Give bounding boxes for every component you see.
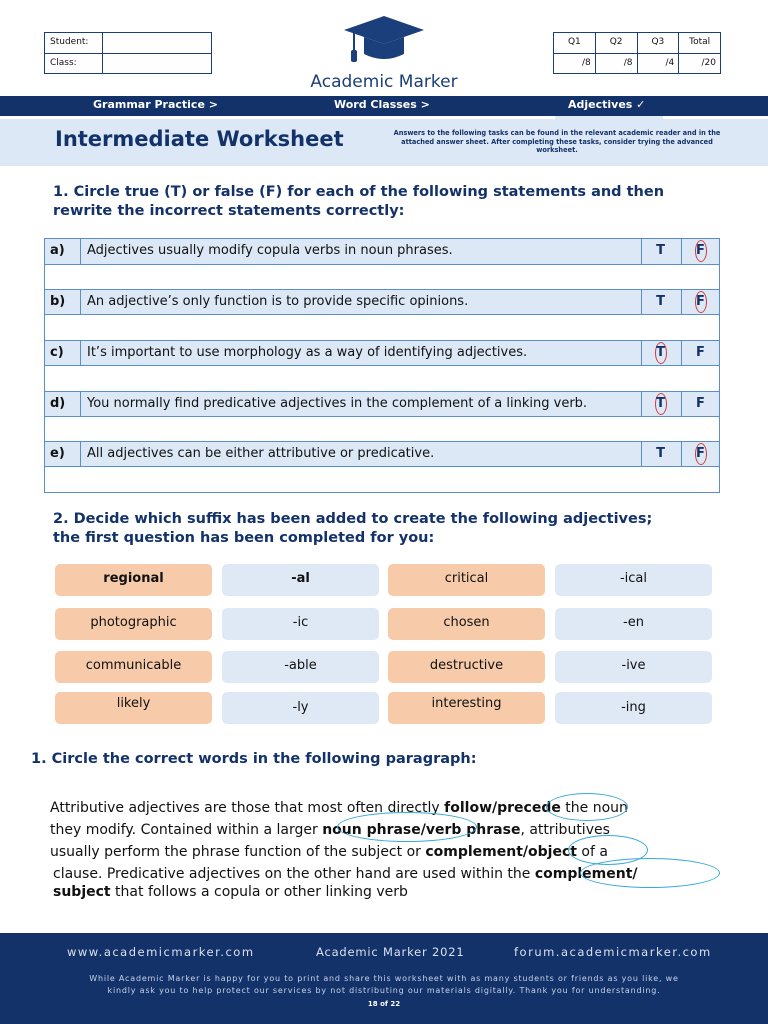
row-letter: a) xyxy=(45,239,81,264)
table-row xyxy=(45,289,719,315)
score-header-q1: Q1 xyxy=(554,33,596,53)
choice-follow-precede[interactable]: follow/precede xyxy=(444,800,561,816)
class-label: Class: xyxy=(45,54,103,73)
q1-heading-line1: 1. Circle true (T) or false (F) for each of the following statements and then xyxy=(53,184,665,200)
suffix-cell[interactable]: -ical xyxy=(555,564,712,596)
score-value-q1: /8 xyxy=(554,54,596,73)
false-option[interactable] xyxy=(681,290,719,314)
word-cell: photographic xyxy=(55,608,212,640)
word-cell: regional xyxy=(55,564,212,596)
class-field[interactable] xyxy=(103,54,211,73)
word-cell: destructive xyxy=(388,651,545,683)
paragraph-line xyxy=(50,841,608,863)
false-option[interactable] xyxy=(681,442,719,466)
title-note: Answers to the following tasks can be found in the relevant academic reader and in the attached answer sheet. After completing these tasks, consider trying the advanced worksheet. xyxy=(393,129,721,155)
score-box xyxy=(553,32,721,74)
suffix-cell[interactable]: -ly xyxy=(222,692,379,724)
word-cell: likely xyxy=(55,692,212,724)
choice-complement-object[interactable]: complement/object xyxy=(425,844,577,860)
choice-subject[interactable]: subject xyxy=(53,884,111,900)
suffix-cell[interactable]: -ic xyxy=(222,608,379,640)
text: clause. Predicative adjectives on the other hand are used within the xyxy=(53,866,535,882)
student-label: Student: xyxy=(45,33,103,53)
true-option[interactable] xyxy=(641,239,679,264)
q3-heading: 1. Circle the correct words in the following paragraph: xyxy=(31,751,477,767)
row-letter: d) xyxy=(45,392,81,416)
table-row xyxy=(45,391,719,417)
answer-circle xyxy=(580,858,720,888)
choice-complement-subject[interactable]: complement/ xyxy=(534,866,638,882)
answer-circle xyxy=(546,793,628,821)
suffix-cell[interactable]: -able xyxy=(222,651,379,683)
true-label: T xyxy=(656,446,665,461)
breadcrumb-adjectives[interactable]: Adjectives ✓ xyxy=(568,98,646,111)
student-info-box xyxy=(44,32,212,74)
suffix-cell[interactable]: -en xyxy=(555,608,712,640)
statement-text: It’s important to use morphology as a way of identifying adjectives. xyxy=(87,345,528,360)
false-option[interactable] xyxy=(681,392,719,416)
true-label-circled: T xyxy=(655,342,667,364)
q2-heading-line1: 2. Decide which suffix has been added to create the following adjectives; xyxy=(53,511,653,527)
footer-note: While Academic Marker is happy for you to print and share this worksheet with as many students or friends as you like, we kindly ask you to help protect our services by not distributing our materials digitally. Thank you for understanding. xyxy=(89,974,679,995)
q1-heading-line2: rewrite the incorrect statements correctly: xyxy=(53,203,405,219)
suffix-cell[interactable]: -ing xyxy=(555,692,712,724)
true-option[interactable] xyxy=(641,442,679,466)
table-row xyxy=(45,340,719,366)
answer-circle xyxy=(337,812,477,842)
breadcrumb xyxy=(0,96,768,116)
row-letter: c) xyxy=(45,341,81,365)
statement-text: All adjectives can be either attributive or predicative. xyxy=(87,446,435,461)
text: they modify. Contained within a larger xyxy=(50,822,323,838)
text: the noun xyxy=(560,800,628,816)
table-row xyxy=(45,441,719,467)
text: Attributive adjectives are those that most often directly xyxy=(50,800,445,816)
row-letter: e) xyxy=(45,442,81,466)
false-option[interactable] xyxy=(681,341,719,365)
breadcrumb-word-classes[interactable]: Word Classes > xyxy=(334,98,430,111)
statement-text: An adjective’s only function is to provide specific opinions. xyxy=(87,294,469,309)
logo-text: Academic Marker xyxy=(310,72,458,92)
statement-text: Adjectives usually modify copula verbs in noun phrases. xyxy=(87,243,453,258)
word-cell: communicable xyxy=(55,651,212,683)
true-option[interactable] xyxy=(641,290,679,314)
word-cell: critical xyxy=(388,564,545,596)
statement-text: You normally find predicative adjectives in the complement of a linking verb. xyxy=(87,396,588,411)
q2-heading-line2: the first question has been completed for you: xyxy=(53,530,435,546)
false-label: F xyxy=(696,345,705,360)
footer xyxy=(0,933,768,1024)
score-value-q3: /4 xyxy=(638,54,680,73)
true-label: T xyxy=(656,243,665,258)
true-option[interactable] xyxy=(641,392,679,416)
true-label-circled: T xyxy=(655,393,667,415)
paragraph-line xyxy=(50,797,628,819)
score-header-total: Total xyxy=(689,37,711,47)
logo xyxy=(298,14,470,92)
text: usually perform the phrase function of the subject or xyxy=(50,844,426,860)
student-field[interactable] xyxy=(103,33,211,53)
q1-heading xyxy=(53,183,733,221)
false-label-circled: F xyxy=(695,240,707,262)
page-number: 18 of 22 xyxy=(367,1000,401,1008)
word-cell: chosen xyxy=(388,608,545,640)
row-letter: b) xyxy=(45,290,81,314)
false-label-circled: F xyxy=(695,291,707,313)
breadcrumb-grammar-practice[interactable]: Grammar Practice > xyxy=(93,98,218,111)
false-option[interactable] xyxy=(681,239,719,264)
word-cell: interesting xyxy=(388,692,545,724)
choice-noun-verb-phrase[interactable]: noun phrase/verb phrase xyxy=(322,822,521,838)
footer-forum-link[interactable]: forum.academicmarker.com xyxy=(514,945,712,959)
table-row xyxy=(45,239,719,265)
true-label: T xyxy=(656,294,665,309)
suffix-cell[interactable]: -al xyxy=(222,564,379,596)
suffix-cell[interactable]: -ive xyxy=(555,651,712,683)
true-option[interactable] xyxy=(641,341,679,365)
q2-heading xyxy=(53,510,733,548)
text: that follows a copula or other linking verb xyxy=(110,884,408,900)
paragraph-line xyxy=(50,819,610,841)
page-title: Intermediate Worksheet xyxy=(55,127,344,151)
score-header-q2: Q2 xyxy=(596,33,638,53)
score-header-q3: Q3 xyxy=(638,33,680,53)
score-value-q2: /8 xyxy=(596,54,638,73)
paragraph-line xyxy=(53,881,408,903)
score-value-total: /20 xyxy=(701,58,716,68)
true-false-table xyxy=(44,238,720,493)
graduation-cap-icon xyxy=(342,14,426,70)
false-label-circled: F xyxy=(695,443,707,465)
false-label: F xyxy=(696,396,705,411)
text: of a xyxy=(576,844,608,860)
text: , attributives xyxy=(520,822,610,838)
footer-site-link[interactable]: www.academicmarker.com xyxy=(67,945,255,959)
footer-copyright: Academic Marker 2021 xyxy=(316,945,465,959)
